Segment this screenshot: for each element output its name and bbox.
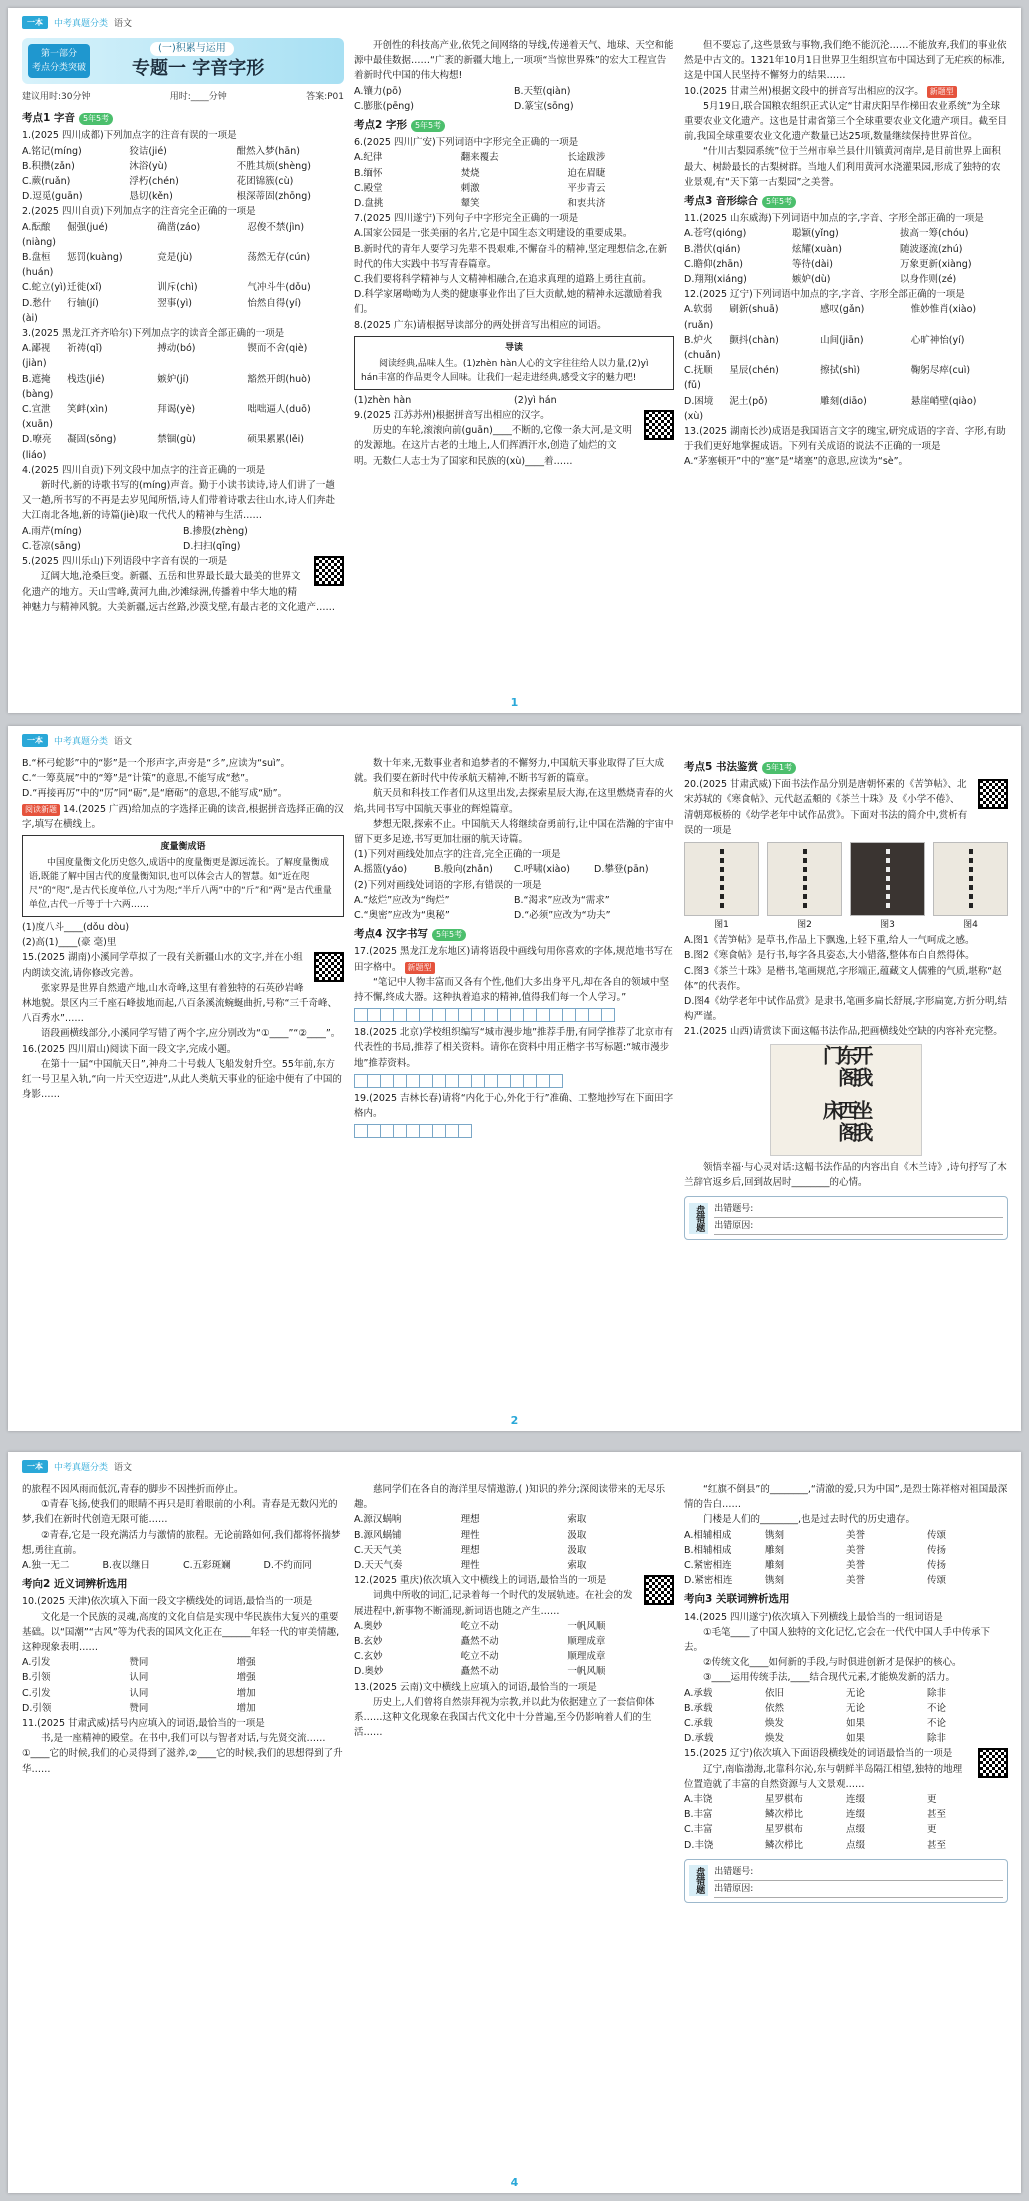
kp-heading: 考点3 音形综合 5年5考 bbox=[684, 194, 1008, 209]
question: 阅读新题 14.(2025 广西)给加点的字选择正确的读音,根据拼音选择正确的汉字,填写在横线上。 bbox=[22, 803, 344, 830]
running-header bbox=[22, 14, 132, 30]
passage: 5月19日,联合国粮农组织正式认定“甘肃庆阳旱作梯田农业系统”为全球重要农业文化遗产。这也是甘肃省第三个全球重要农业文化遗产项目。截至目前,我国全球重要农业文化遗产数量已达25项,数量继续保持世界首位。 bbox=[684, 100, 1008, 143]
options: A.摇篮(yáo) B.般向(zhǎn) C.呼啸(xiào) D.攀登(pān) bbox=[354, 864, 649, 876]
writing-grid[interactable] bbox=[354, 1124, 674, 1138]
kp-heading: 考向3 关联词辨析选用 bbox=[684, 1593, 790, 1606]
question: 21.(2025 山西)请赏读下面这幅书法作品,把画横线处空缺的内容补充完整。 bbox=[684, 1026, 1003, 1038]
page-number: 2 bbox=[510, 1414, 519, 1427]
book-title: 中考真题分类 bbox=[54, 18, 109, 29]
question: 19.(2025 吉林长春)请将“内化于心,外化于行”准确、工整地抄写在下面田字格内。 bbox=[354, 1092, 674, 1120]
question: 10.(2025 天津)依次填入下面一段文字横线处的词语,最恰当的一项是 bbox=[22, 1596, 313, 1608]
qr-code[interactable] bbox=[972, 777, 1008, 811]
page-number: 1 bbox=[510, 696, 519, 709]
question: 11.(2025 甘肃武威)括号内应填入的词语,最恰当的一项是 bbox=[22, 1718, 265, 1730]
options: A.奥妙 屹立不动 一帆风顺 B.玄妙 矗然不动 顺理成章 C.玄妙 屹立不动 顺理成章 D.奥妙 矗然不动 一帆风顺 bbox=[354, 1620, 606, 1678]
options: A.丰饶 星罗棋布 连缀 更 B.丰富 鳞次栉比 连缀 甚至 C.丰富 星罗棋布 点缀 更 D.丰饶 鳞次栉比 点缀 甚至 bbox=[684, 1794, 947, 1851]
options: A.鄙视(jiàn) 祈祷(qǐ) 搏动(bó) 锲而不舍(qiè) B.遮掩(bàng) 栈迭(jié) 嫉妒(jí) 豁然开朗(huò) C.宣泄(xuān) 笑衅(xìn) 拜谒(yè) 咄咄逼人(duō) D.嘹亮(liáo) 凝固(sǒng) 禁锢(gù) 硕果累累(lěi) bbox=[22, 343, 311, 461]
column-1 bbox=[22, 38, 344, 615]
passage: “笔记中人物丰富而又各有个性,他们大多出身平凡,却在各自的领域中坚持不懈,终成大器。这种执着追求的精神,值得我们每一个人学习。” bbox=[354, 976, 669, 1004]
reading-box: 度量衡成语 中国度量衡文化历史悠久,成语中的度量衡更是源远流长。了解度量衡成语,既能了解中国古代的度量衡知识,也可以体会古人的智慧。如“近在咫尺”的“咫”,是古代长度单位,八寸为咫;“半斤八两”中的“斤”和“两”是古代重量单位,古代一斤等于十六两…… bbox=[22, 835, 344, 917]
passage: 但不要忘了,这些景致与事物,我们绝不能沉沦……不能放弃,我们的事业依然是中古文的。1321年10月1日世界卫生组织宣布中国达到了无疟疾的标准,这是中国人民坚持不懈努力的结果…… bbox=[684, 40, 1007, 82]
kp-heading: 考点1 字音 5年5考 bbox=[22, 111, 344, 126]
passage: 书,是一座精神的殿堂。在书中,我们可以与智者对话,与先贤交流……①____它的时候,我们的心灵得到了滋养,②____它的时候,我们的思想得到了升华…… bbox=[22, 1733, 343, 1775]
brand-logo: 一本 bbox=[22, 1460, 48, 1473]
column-3: “红旗不倒县”的________,“清澈的爱,只为中国”,是烈士陈祥榕对祖国最深情的告白…… 门楼是人们的________,也是过去时代的历史遗存。 A.相辅相成 镌刻 美誉 传颂 B.相辅相成 雕刻 美誉 传扬 C.紧密相连 雕刻 美誉 传扬 D.紧密相连 镌刻 美誉 传颂 考向3 关联词辨析选用 14.(2025 四川遂宁)依次填入下列横线上最恰当的一组词语是 ①毛笔____了中国人独特的文化记忆,它会在一代代中国人手中传承下去。 ②传统文化____如何新的手段,与时俱进创新才是保护的核心。 ③____运用传统手法,____结合现代元素,才能焕发新的活力。 A.承载 依旧 无论 除非 B.承载 依然 无论 不论 C.承载 焕发 如果 不论 D.承载 焕发 如果 除非 15.(2025 辽宁)依次填入下面语段横线处的词语最恰当的一项是 辽宁,南临渤海,北靠科尔沁,东与朝鲜半岛隔江相望,独特的地理位置造就了丰富的自然资源与人文景观…… A.丰饶 星罗棋布 连缀 更 B.丰富 鳞次栉比 连缀 甚至 C.丰富 星罗棋布 点缀 更 D.丰饶 鳞次栉比 点缀 甚至 盘错题 出错题号: 出错原因: bbox=[684, 1482, 1008, 1903]
passage: “什川古梨园系统”位于兰州市皋兰县什川镇黄河南岸,是目前世界上面积最大、树龄最长的古梨树群。当地人们利用黄河水浇灌果园,形成了独特的农业景观,有“天下第一古梨园”之美誉。 bbox=[684, 146, 1001, 188]
calligraphy-image-2 bbox=[767, 842, 842, 916]
page-2 bbox=[8, 726, 1021, 1431]
options: A.源汉蜗响 理想 索取 B.源风蜗铺 理性 汲取 C.天天气美 理想 汲取 D.天天气奏 理性 索取 bbox=[354, 1514, 587, 1572]
options: A.相辅相成 镌刻 美誉 传颂 B.相辅相成 雕刻 美誉 传扬 C.紧密相连 雕刻 美誉 传扬 D.紧密相连 镌刻 美誉 传颂 bbox=[684, 1529, 947, 1587]
passage: 历史的车轮,滚滚向前(guān)____不断的,它像一条大河,是文明的发源地。在这片古老的土地上,人们挥洒汗水,创造了灿烂的文明。无数仁人志士为了国家和民族的(xù)____着…… bbox=[354, 425, 632, 467]
qr-code[interactable] bbox=[972, 1746, 1008, 1780]
question: 8.(2025 广东)请根据导读部分的两处拼音写出相应的词语。 bbox=[354, 319, 607, 331]
passage: 辽宁,南临渤海,北靠科尔沁,东与朝鲜半岛隔江相望,独特的地理位置造就了丰富的自然资源与人文景观…… bbox=[684, 1763, 963, 1790]
column-3: 但不要忘了,这些景致与事物,我们绝不能沉沦……不能放弃,我们的事业依然是中古文的。1321年10月1日世界卫生组织宣布中国达到了无疟疾的标准,这是中国人民坚持不懈努力的结果…… 10.(2025 甘肃兰州)根据文段中的拼音写出相应的汉字。 新题型 5月19日,联合国粮农组织正式认定“甘肃庆阳旱作梯田农业系统”为全球重要农业文化遗产。这也是甘肃省第三个全球重要农业文化遗产项目。截至目前,我国全球重要农业文化遗产数量已达25项,数量继续保持世界首位。 “什川古梨园系统”位于兰州市皋兰县什川镇黄河南岸,是目前世界上面积最大、树龄最长的古梨树群。当地人们利用黄河水浇灌果园,形成了独特的农业景观,有“天下第一古梨园”之美誉。 考点3 音形综合 5年5考 11.(2025 山东威海)下列词语中加点的字,字音、字形全部正确的一项是 A.苍穹(qióng) 聪颖(yǐng) 拔高一筹(chóu) B.潜伏(qián) 炫耀(xuàn) 随波逐流(zhú) C.瞻仰(zhān) 等待(dài) 万象更新(xiàng) D.翔翔(xiáng) 嫉妒(dù) 以身作则(zé) 12.(2025 辽宁)下列词语中加点的字,字音、字形全部正确的一项是 A.软弱(ruǎn) 刷新(shuā) 感叹(gǎn) 惟妙惟肖(xiào) B.炉火(chuǎn) 颤抖(chàn) 山间(jiān) 心旷神怡(yí) C.抚顺(fǔ) 星辰(chén) 擦拭(shì) 鞠躬尽瘁(cuì) D.困境(xù) 泥土(pǒ) 雕刻(diāo) 悬崖峭壁(qiào) 13.(2025 湖南长沙)成语是我国语言文字的瑰宝,研究成语的字音、字形,有助于我们更好地掌握成语。下列有关成语的说法不正确的一项是 A.“茅塞顿开”中的“塞”是“堵塞”的意思,应读为“sè”。 bbox=[684, 40, 1008, 468]
passage: 辽阔大地,沧桑巨变。新疆、五岳和世界最长最大最美的世界文化遗产的地方。天山雪峰,黄河九曲,沙滩绿洲,传播着中华大地的精神魅力与精神风貌。大美新疆,远古丝路,沙漠戈壁,有最古老的文化遗产…… bbox=[22, 571, 336, 613]
subject: 语文 bbox=[114, 1462, 133, 1473]
options: A.引发 赞同 增强 B.引领 认同 增强 C.引发 认同 增加 D.引领 赞同 增加 bbox=[22, 1657, 256, 1714]
calligraphy-image-4 bbox=[933, 842, 1008, 916]
question: 9.(2025 江苏苏州)根据拼音写出相应的汉字。 bbox=[354, 410, 550, 422]
passage: 词典中所收的词汇,记录着每一个时代的发展轨迹。在社会的发展进程中,新事物不断涌现,新词语也随之产生…… bbox=[354, 1590, 633, 1617]
question: 18.(2025 北京)学校组织编写“城市漫步地”推荐手册,有同学推荐了北京市有代表性的书局,推荐了相关资料。请你在资料中用正楷字书写标题:“城市漫步地”推荐资料。 bbox=[354, 1027, 674, 1069]
column-2: 开创性的科技高产业,依凭之间网络的导线,传递着天气、地球、天空和能源中最佳数据……“广袤的新疆大地上,一项项“当惊世界殊”的宏大工程宣告着新时代中国的伟大构想! A.镶力(pō) B.天堑(qiàn) C.膨胀(pēng) D.篆宝(sōng) 考点2 字形 5年5考 6.(2025 四川广安)下列词语中字形完全正确的一项是 A.纪律 翻来覆去 长途跋涉 B.缅怀 焚烧 迫在眉睫 C.殿堂 刺激 平步青云 D.盘挑 颦笑 和衷共济 7.(2025 四川遂宁)下列句子中字形完全正确的一项是 A.国家公园是一张美丽的名片,它是中国生态文明建设的重要成果。 B.新时代的青年人要学习先辈不畏艰难,不懈奋斗的精神,坚定理想信念,在新时代的伟大实践中书写青春篇章。 C.我们要将科学精神与人文精神相融合,在追求真理的道路上勇往直前。 D.科学家屠呦呦为人类的健康事业作出了巨大贡献,她的精神永远激励着我们。 8.(2025 广东)请根据导读部分的两处拼音写出相应的词语。 导读 阅读经典,品味人生。(1)zhèn hàn人心的文字往往给人以力量,(2)yì hán丰富的作品更令人回味。让我们一起走进经典,感受文字的魅力吧! (1)zhèn hàn (2)yì hán 9.(2025 江苏苏州)根据拼音写出相应的汉字。 历史的车轮,滚滚向前(guān)____不断的,它像一条大河,是文明的发源地。在这片古老的土地上,人们挥洒汗水,创造了灿烂的文明。无数仁人志士为了国家和民族的(xù)____着…… bbox=[354, 38, 674, 469]
question: 15.(2025 湖南)小溪同学草拟了一段有关新疆山水的文字,并在小组内朗读交流,请你修改完善。 bbox=[22, 952, 303, 979]
passage: 历史上,人们曾将自然崇拜视为宗教,并以此为依据建立了一套信仰体系……这种文化现象在我国古代文化中十分普遍,至今仍影响着人们的生活…… bbox=[354, 1696, 655, 1739]
subject: 语文 bbox=[114, 736, 133, 747]
passage: 新时代,新的诗歌书写的(míng)声音。勤于小读书读诗,诗人们讲了一趟又一趟,所书写的不再是去岁见闻所悟,诗人们带着诗歌去往山水,诗人们奔赴大江南北各地,新的诗篇(jiè)取一代代人的精神与生活…… bbox=[22, 480, 336, 522]
mistake-record[interactable]: 盘错题 出错题号: 出错原因: bbox=[684, 1196, 1008, 1240]
calligraphy-image-1 bbox=[684, 842, 759, 916]
subject: 语文 bbox=[114, 18, 133, 29]
writing-grid[interactable] bbox=[354, 1008, 674, 1022]
unit-label: (一)积累与运用 bbox=[150, 42, 234, 56]
section-banner bbox=[22, 38, 344, 84]
answer-blanks: (1)zhèn hàn (2)yì hán bbox=[354, 394, 557, 406]
column-2: 慈同学们在各自的海洋里尽情遨游,( )知识的养分;深阅读带来的无尽乐趣。 A.源汉蜗响 理想 索取 B.源风蜗铺 理性 汲取 C.天天气美 理想 汲取 D.天天气奏 理性 索取 12.(2025 重庆)依次填入文中横线上的词语,最恰当的一项是 词典中所收的词汇,记录着每一个时代的发展轨迹。在社会的发展进程中,新事物不断涌现,新词语也随之产生…… A.奥妙 屹立不动 一帆风顺 B.玄妙 矗然不动 顺理成章 C.玄妙 屹立不动 顺理成章 D.奥妙 矗然不动 一帆风顺 13.(2025 云南)文中横线上应填入的词语,最恰当的一项是 历史上,人们曾将自然崇拜视为宗教,并以此为依据建立了一套信仰体系……这种文化现象在我国古代文化中十分普遍,至今仍影响着人们的生活…… bbox=[354, 1482, 674, 1740]
kp-heading: 考点5 书法鉴赏 5年1考 bbox=[684, 760, 1008, 775]
kp-heading: 考向2 近义词辨析选用 bbox=[22, 1578, 128, 1591]
question: 17.(2025 黑龙江龙东地区)请将语段中画线句用你喜欢的字体,规范地书写在田字格中。 新题型 bbox=[354, 946, 673, 973]
options: A.承载 依旧 无论 除非 B.承载 依然 无论 不论 C.承载 焕发 如果 不论 D.承载 焕发 如果 除非 bbox=[684, 1687, 947, 1745]
running-header bbox=[22, 1458, 132, 1474]
kp-heading: 考点2 字形 5年5考 bbox=[354, 118, 674, 133]
options: A.苍穹(qióng) 聪颖(yǐng) 拔高一筹(chóu) B.潜伏(qián) 炫耀(xuàn) 随波逐流(zhú) C.瞻仰(zhān) 等待(dài) 万象更新(xiàng) D.翔翔(xiáng) 嫉妒(dù) 以身作则(zé) bbox=[684, 228, 972, 286]
qr-code[interactable] bbox=[638, 408, 674, 442]
page-number: 4 bbox=[510, 2176, 519, 2189]
column-1: 的旅程不因风雨而低沉,青春的脚步不因挫折而停止。 ①青春飞扬,使我们的眼睛不再只是盯着眼前的小利。青春是无数闪光的梦,我们在新时代创造无限可能…… ②青春,它是一段充满活力与激情的旅程。无论前路如何,我们都将怀揣梦想,勇往直前。 A.独一无二 B.夜以继日 C.五彩斑斓 D.不约而同 考向2 近义词辨析选用 10.(2025 天津)依次填入下面一段文字横线处的词语,最恰当的一项是 文化是一个民族的灵魂,高度的文化自信是实现中华民族伟大复兴的重要基础。以“国潮”“古风”等为代表的国风文化正在______年轻一代的审美情趣,这种现象表明…… A.引发 赞同 增强 B.引领 认同 增强 C.引发 认同 增加 D.引领 赞同 增加 11.(2025 甘肃武威)括号内应填入的词语,最恰当的一项是 书,是一座精神的殿堂。在书中,我们可以与智者对话,与先贤交流……①____它的时候,我们的心灵得到了滋养,②____它的时候,我们的思想得到了升华…… bbox=[22, 1482, 344, 1777]
book-title: 中考真题分类 bbox=[54, 736, 109, 747]
question: 14.(2025 四川遂宁)依次填入下列横线上最恰当的一组词语是 bbox=[684, 1611, 943, 1623]
reading-box: 导读 阅读经典,品味人生。(1)zhèn hàn人心的文字往往给人以力量,(2)yì hán丰富的作品更令人回味。让我们一起走进经典,感受文字的魅力吧! bbox=[354, 336, 674, 390]
question: 3.(2025 黑龙江齐齐哈尔)下列加点字的读音全部正确的一项是 bbox=[22, 328, 285, 340]
column-1: B.“杯弓蛇影”中的“影”是一个形声字,声旁是“彡”,应读为“suì”。 C.“一筹莫展”中的“筹”是“计策”的意思,不能写成“愁”。 D.“再接再厉”中的“厉”同“砺”,是“磨砺”的意思,不能写成“励”。 阅读新题 14.(2025 广西)给加点的字选择正确的读音,根据拼音选择正确的汉字,填写在横线上。 度量衡成语 中国度量衡文化历史悠久,成语中的度量衡更是源远流长。了解度量衡成语,既能了解中国古代的度量衡知识,也可以体会古人的智慧。如“近在咫尺”的“咫”,是古代长度单位,八寸为咫;“半斤八两”中的“斤”和“两”是古代重量单位,古代一斤等于十六两…… (1)度八斗____(dǒu dòu) (2)高(1)____(豪 毫)里 15.(2025 湖南)小溪同学草拟了一段有关新疆山水的文字,并在小组内朗读交流,请你修改完善。 张家界是世界自然遗产地,山水奇峰,这里有着独特的石英砂岩峰林地貌。景区内三千座石峰拔地而起,八百条溪流蜿蜒曲折,号称“三千奇峰、八百秀水”…… 语段画横线部分,小溪同学写错了两个字,应分别改为“①____”“②____”。 16.(2025 四川眉山)阅读下面一段文字,完成小题。 在第十一届“中国航天日”,神舟二十号载人飞船发射升空。55年前,东方红一号卫星入轨,“向一片天空迈进”,从此人类航天事业的征途中便有了中国的身影…… bbox=[22, 756, 344, 1102]
question: 4.(2025 四川自贡)下列文段中加点字的注音正确的一项是 bbox=[22, 464, 266, 476]
qr-code[interactable] bbox=[638, 1573, 674, 1607]
passage: 开创性的科技高产业,依凭之间网络的导线,传递着天气、地球、天空和能源中最佳数据……“广袤的新疆大地上,一项项“当惊世界殊”的宏大工程宣告着新时代中国的伟大构想! bbox=[354, 40, 674, 82]
question: 6.(2025 四川广安)下列词语中字形完全正确的一项是 bbox=[354, 137, 579, 149]
mistake-record[interactable]: 盘错题 出错题号: 出错原因: bbox=[684, 1859, 1008, 1903]
brand-logo: 一本 bbox=[22, 734, 48, 747]
column-2: 数十年来,无数事业者和追梦者的不懈努力,中国航天事业取得了巨大成就。我们要在新时代中传承航天精神,不断书写新的篇章。 航天员和科技工作者们从这里出发,去探索星辰大海,在这里燃烧青春的火焰,共同书写中国航天事业的辉煌篇章。 梦想无限,探索不止。中国航天人将继续奋勇前行,让中国在浩瀚的宇宙中留下更多足迹,书写更加壮丽的航天诗篇。 (1)下列对画线处加点字的注音,完全正确的一项是 A.摇篮(yáo) B.般向(zhǎn) C.呼啸(xiào) D.攀登(pān) (2)下列对画线处词语的字形,有错误的一项是 A.“炫烂”应改为“绚烂” B.“渴求”应改为“需求” C.“奥密”应改为“奥秘” D.“必须”应改为“功夫” 考点4 汉字书写 5年5考 17.(2025 黑龙江龙东地区)请将语段中画线句用你喜欢的字体,规范地书写在田字格中。 新题型 “笔记中人物丰富而又各有个性,他们大多出身平凡,却在各自的领域中坚持不懈,终成大器。这种执着追求的精神,值得我们每一个人学习。” 18.(2025 北京)学校组织编写“城市漫步地”推荐手册,有同学推荐了北京市有代表性的书局,推荐了相关资料。请你在资料中用正楷字书写标题:“城市漫步地”推荐资料。 19.(2025 吉林长春)请将“内化于心,外化于行”准确、工整地抄写在下面田字格内。 bbox=[354, 756, 674, 1141]
options: A.“炫烂”应改为“绚烂” B.“渴求”应改为“需求” C.“奥密”应改为“奥秘” D.“必须”应改为“功夫” bbox=[354, 894, 611, 922]
qr-code[interactable] bbox=[308, 950, 344, 984]
passage: 在第十一届“中国航天日”,神舟二十号载人飞船发射升空。55年前,东方红一号卫星入轨,“向一片天空迈进”,从此人类航天事业的征途中便有了中国的身影…… bbox=[22, 1058, 342, 1101]
page-3 bbox=[8, 1452, 1021, 2193]
column-3: 考点5 书法鉴赏 5年1考 20.(2025 甘肃武威)下面书法作品分别是唐朝怀素的《苦笋帖》、北宋苏轼的《寒食帖》、元代赵孟頫的《茶兰十珠》及《小学不倦》、清朝郑板桥的《幼学老年中试作品赏》。下面对书法的简介中,赏析有误的一项是 图1 图2 图3 图4 A.图1《苦笋帖》是草书,作品上下飘逸,上轻下重,给人一气呵成之感。 B.图2《寒食帖》是行书,每字各具姿态,大小错落,整体布白自然得体。 C.图3《茶兰十珠》是楷书,笔画规范,字形端正,蕴藏文人儒雅的气质,堪称“赵体”的代表作。 D.图4《幼学老年中试作品赏》是隶书,笔画多扁长舒展,字形扁宽,方折分明,结构严谨。 21.(2025 山西)请赏读下面这幅书法作品,把画横线处空缺的内容补充完整。 开我东阁门 坐我西阁床 领悟幸福·与心灵对话:这幅书法作品的内容出自《木兰诗》,诗句抒写了木兰辞官返乡后,回到故居时________的心情。 盘错题 出错题号: 出错原因: bbox=[684, 756, 1008, 1240]
question: 5.(2025 四川乐山)下列语段中字音有误的一项是 bbox=[22, 556, 228, 568]
question: 12.(2025 辽宁)下列词语中加点的字,字音、字形全部正确的一项是 bbox=[684, 289, 965, 301]
kp-heading: 考点4 汉字书写 5年5考 bbox=[354, 927, 674, 942]
options: A.酝酿(niàng) 倔强(jué) 确凿(záo) 忍俊不禁(jìn) B.盘桓(huán) 惩罚(kuàng) 竞是(jù) 荡然无存(cún) C.蛇立(yì) 迁徙(xǐ) 训斥(chì) 气冲斗牛(dǒu) D.愁什(ài) 行轴(jí) 翌事(yì) 怡然自得(yí) bbox=[22, 221, 311, 324]
book-title: 中考真题分类 bbox=[54, 1462, 109, 1473]
qr-code[interactable] bbox=[308, 554, 344, 588]
question: 13.(2025 云南)文中横线上应填入的词语,最恰当的一项是 bbox=[354, 1681, 597, 1693]
image-captions: 图1 图2 图3 图4 bbox=[714, 920, 978, 931]
running-header bbox=[22, 732, 132, 748]
question: 2.(2025 四川自贡)下列加点字的注音完全正确的一项是 bbox=[22, 206, 256, 218]
options: A.软弱(ruǎn) 刷新(shuā) 感叹(gǎn) 惟妙惟肖(xiào) B.炉火(chuǎn) 颤抖(chàn) 山间(jiān) 心旷神怡(yí) C.抚顺(fǔ) 星辰(chén) 擦拭(shì) 鞠躬尽瘁(cuì) D.困境(xù) 泥土(pǒ) 雕刻(diāo) 悬崖峭壁(qiào) bbox=[684, 304, 977, 422]
page-1 bbox=[8, 8, 1021, 713]
time-row: 建议用时:30分钟 用时:____分钟 答案:P01 bbox=[22, 92, 344, 102]
question: 12.(2025 重庆)依次填入文中横线上的词语,最恰当的一项是 bbox=[354, 1575, 607, 1587]
part-badge: 第一部分 考点分类突破 bbox=[28, 44, 90, 78]
options: A.铭记(míng) 狡诘(jié) 酣然入梦(hān) B.积攒(zǎn) 沐浴(yù) 不胜其烦(shèng) C.蕨(ruǎn) 浮朽(chén) 花团锦簇(cù) D.逗觅(guān) 恳切(kěn) 根深蒂固(zhōng) bbox=[22, 145, 311, 203]
calligraphy-couplet: 开我东阁门 坐我西阁床 bbox=[770, 1044, 922, 1156]
question: 7.(2025 四川遂宁)下列句子中字形完全正确的一项是 bbox=[354, 213, 579, 225]
options: A.镶力(pō) B.天堑(qiàn) C.膨胀(pēng) D.篆宝(sōng) bbox=[354, 85, 574, 112]
writing-grid[interactable] bbox=[354, 1074, 674, 1088]
options: A.独一无二 B.夜以继日 C.五彩斑斓 D.不约而同 bbox=[22, 1560, 312, 1572]
question: 16.(2025 四川眉山)阅读下面一段文字,完成小题。 bbox=[22, 1043, 237, 1055]
topic-title: 专题一 字音字形 bbox=[132, 58, 265, 79]
passage: 张家界是世界自然遗产地,山水奇峰,这里有着独特的石英砂岩峰林地貌。景区内三千座石峰拔地而起,八百条溪流蜿蜒曲折,号称“三千奇峰、八百秀水”…… bbox=[22, 982, 337, 1025]
question: 20.(2025 甘肃武威)下面书法作品分别是唐朝怀素的《苦笋帖》、北宋苏轼的《寒食帖》、元代赵孟頫的《茶兰十珠》及《小学不倦》、清朝郑板桥的《幼学老年中试作品赏》。下面对书法的简介中,赏析有误的一项是 bbox=[684, 779, 968, 836]
question: 11.(2025 山东威海)下列词语中加点的字,字音、字形全部正确的一项是 bbox=[684, 213, 984, 225]
passage: 文化是一个民族的灵魂,高度的文化自信是实现中华民族伟大复兴的重要基础。以“国潮”“古风”等为代表的国风文化正在______年轻一代的审美情趣,这种现象表明…… bbox=[22, 1611, 340, 1654]
brand-logo: 一本 bbox=[22, 16, 48, 29]
question: 10.(2025 甘肃兰州)根据文段中的拼音写出相应的汉字。 新题型 bbox=[684, 84, 1008, 99]
calligraphy-image-3 bbox=[850, 842, 925, 916]
question: 13.(2025 湖南长沙)成语是我国语言文字的瑰宝,研究成语的字音、字形,有助于我们更好地掌握成语。下列有关成语的说法不正确的一项是 bbox=[684, 426, 1006, 453]
options: A.纪律 翻来覆去 长途跋涉 B.缅怀 焚烧 迫在眉睫 C.殿堂 刺激 平步青云 D.盘挑 颦笑 和衷共济 bbox=[354, 152, 606, 210]
calligraphy-images bbox=[684, 842, 1008, 916]
options: A.雨芹(míng) B.掺股(zhèng) C.苍凉(sāng) D.扫扫(qīng) bbox=[22, 525, 248, 552]
question: 15.(2025 辽宁)依次填入下面语段横线处的词语最恰当的一项是 bbox=[684, 1748, 953, 1760]
question: 1.(2025 四川成都)下列加点字的注音有误的一项是 bbox=[22, 130, 237, 142]
